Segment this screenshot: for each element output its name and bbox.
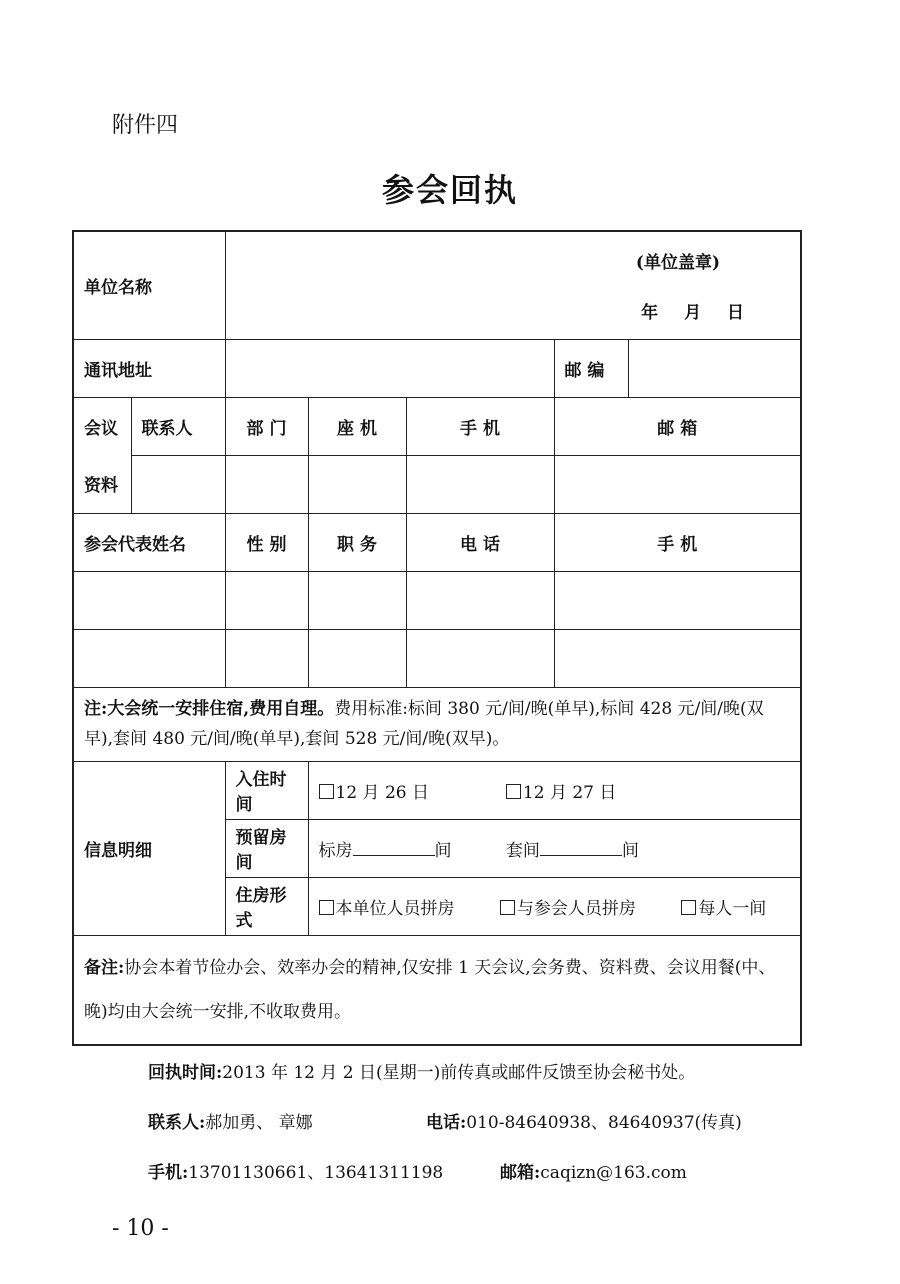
email-link[interactable]: caqizn@163.com: [540, 1163, 687, 1183]
attachment-label: 附件四: [112, 113, 179, 138]
postcode-label: 邮 编: [554, 339, 628, 397]
checkbox-icon: [681, 900, 696, 915]
table-row: [73, 629, 801, 687]
landline-header: 座 机: [308, 397, 406, 455]
address-field[interactable]: [225, 339, 554, 397]
email-field[interactable]: [554, 455, 801, 513]
room-fields: 标房 间 套间 间: [308, 819, 801, 877]
attendee-mobile-header: 手 机: [554, 513, 801, 571]
checkbox-icon: [500, 900, 515, 915]
dept-field[interactable]: [225, 455, 308, 513]
contact-name-field[interactable]: [131, 455, 225, 513]
checkin-option-26[interactable]: 12 月 26 日: [319, 778, 501, 803]
meeting-label-top: 会议: [73, 397, 131, 455]
info-label: 信息明细: [73, 761, 225, 935]
mobile-field[interactable]: [406, 455, 554, 513]
meeting-label-bottom: 资料: [73, 455, 131, 513]
attendee-mobile-field[interactable]: [554, 629, 801, 687]
checkbox-icon: [506, 784, 521, 799]
unit-stamp-label: (单位盖章): [635, 253, 721, 274]
mobile-header: 手 机: [406, 397, 554, 455]
room-type-option-single[interactable]: 每人一间: [681, 894, 766, 919]
attendee-gender-field[interactable]: [225, 571, 308, 629]
checkbox-icon: [319, 784, 334, 799]
mobile-email-line: 手机:13701130661、13641311198 邮箱:caqizn@163.com: [148, 1163, 687, 1183]
checkin-options: [308, 761, 801, 819]
phone-header: 电 话: [406, 513, 554, 571]
attendee-name-header: 参会代表姓名: [73, 513, 225, 571]
contact-label: 联系人: [131, 397, 225, 455]
landline-field[interactable]: [308, 455, 406, 513]
unit-name-label: 单位名称: [73, 231, 225, 339]
attendee-mobile-field[interactable]: [554, 571, 801, 629]
email-header: 邮 箱: [554, 397, 801, 455]
reply-deadline: 回执时间:2013 年 12 月 2 日(星期一)前传真或邮件反馈至协会秘书处。: [148, 1063, 696, 1083]
attendee-position-field[interactable]: [308, 629, 406, 687]
remark-note: 备注:协会本着节俭办会、效率办会的精神,仅安排 1 天会议,会务费、资料费、会议用餐(中、晚)均由大会统一安排,不收取费用。: [73, 935, 801, 1045]
attendee-name-field[interactable]: [73, 571, 225, 629]
accommodation-note: 注:大会统一安排住宿,费用自理。费用标准:标间 380 元/间/晚(单早),标间 428 元/间/晚(双早),套间 480 元/间/晚(单早),套间 528 元/间/晚(双早)。: [73, 687, 801, 761]
room-type-label: 住房形式: [225, 877, 308, 935]
contact-line: 联系人:郝加勇、 章娜 电话:010-84640938、84640937(传真): [148, 1113, 742, 1133]
standard-room-blank[interactable]: [353, 839, 435, 856]
attendee-phone-field[interactable]: [406, 629, 554, 687]
checkin-option-27[interactable]: 12 月 27 日: [506, 778, 616, 803]
page-number: - 10 -: [112, 1216, 169, 1241]
address-label: 通讯地址: [73, 339, 225, 397]
suite-room-blank[interactable]: [540, 839, 622, 856]
attendee-name-field[interactable]: [73, 629, 225, 687]
room-type-option-shared[interactable]: 与参会人员拼房: [500, 894, 676, 919]
dept-header: 部 门: [225, 397, 308, 455]
page-title: 参会回执: [381, 171, 518, 209]
room-label: 预留房间: [225, 819, 308, 877]
gender-header: 性 别: [225, 513, 308, 571]
attendee-gender-field[interactable]: [225, 629, 308, 687]
attendee-position-field[interactable]: [308, 571, 406, 629]
reply-form-table: [72, 230, 802, 1046]
room-type-options: [308, 877, 801, 935]
unit-name-cell[interactable]: [225, 231, 801, 339]
unit-date-label: 年 月 日: [641, 303, 745, 324]
table-row: [73, 571, 801, 629]
checkin-label: 入住时间: [225, 761, 308, 819]
postcode-field[interactable]: [628, 339, 801, 397]
attendee-phone-field[interactable]: [406, 571, 554, 629]
position-header: 职 务: [308, 513, 406, 571]
room-type-option-unit[interactable]: 本单位人员拼房: [319, 894, 495, 919]
checkbox-icon: [319, 900, 334, 915]
